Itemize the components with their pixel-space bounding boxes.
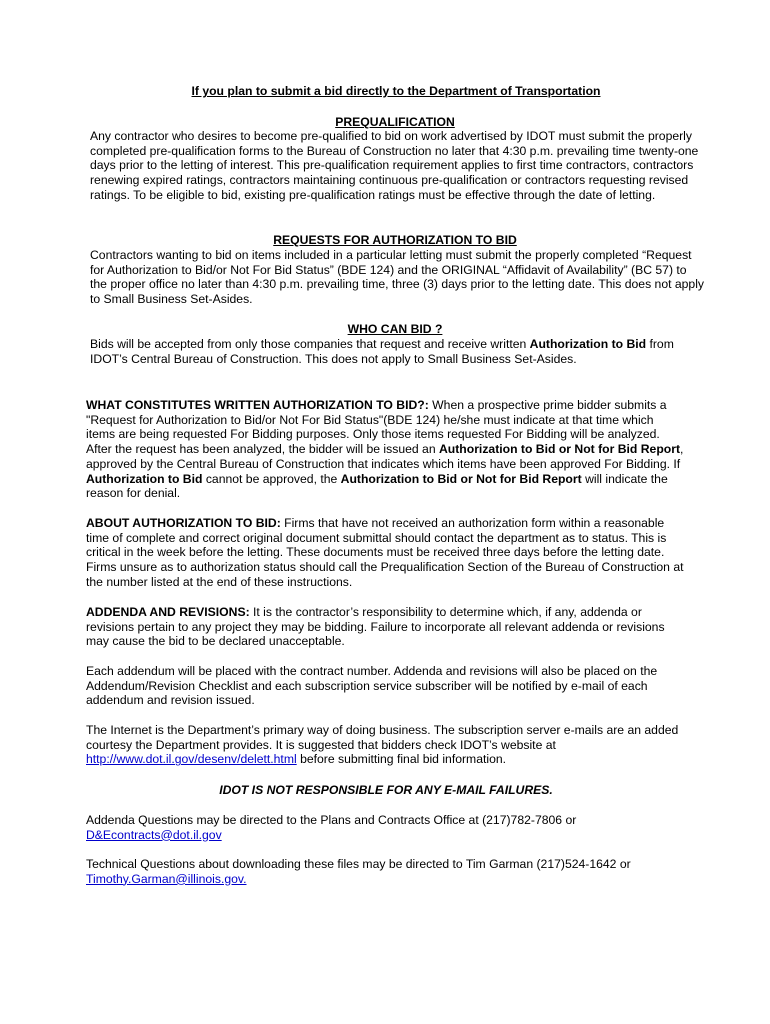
prequalification-heading: PREQUALIFICATION — [335, 115, 455, 129]
written-authorization-paragraph: WHAT CONSTITUTES WRITTEN AUTHORIZATION TO BID?: When a prospective prime bidder submits a "Request for Authorization to Bid/or Not For Bid Status"(BDE 124) he/she must indicate at that time which items are being requested For Bidding purposes. Only those items requested For Bidding will be analyzed. After the request has been analyzed, the bidder will be issued an Authorization to Bid or Not for Bid Report, approved by the Central Bureau of Construction that indicates which items have been approved For Bidding. If Authorization to Bid cannot be approved, the Authorization to Bid or Not for Bid Report will indicate the reason for denial. — [86, 398, 684, 501]
internet-paragraph: The Internet is the Department’s primary way of doing business. The subscription server e-mails are an added courtesy the Department provides. It is suggested that bidders check IDOT’s website at http://www.dot.il.gov/desenv/delett.html before submitting final bid information. — [86, 723, 679, 767]
about-authorization-label: ABOUT AUTHORIZATION TO BID: — [86, 516, 281, 530]
technical-questions-paragraph: Technical Questions about downloading these files may be directed to Tim Garman (217)524-1642 or Timothy.Garman@illinois.gov. — [86, 857, 631, 886]
plans-contracts-email-link[interactable]: D&Econtracts@dot.il.gov — [86, 827, 222, 842]
tim-garman-email-link[interactable]: Timothy.Garman@illinois.gov. — [86, 871, 247, 886]
addenda-revisions-label: ADDENDA AND REVISIONS: — [86, 605, 250, 619]
who-can-bid-body: Bids will be accepted from only those companies that request and receive written Authorization to Bid from IDOT’s Central Bureau of Construction. This does not apply to Small Business Set-Asides. — [90, 337, 674, 366]
email-failure-notice: IDOT IS NOT RESPONSIBLE FOR ANY E-MAIL FAILURES. — [219, 783, 553, 797]
who-can-bid-heading: WHO CAN BID ? — [347, 322, 443, 336]
written-authorization-label: WHAT CONSTITUTES WRITTEN AUTHORIZATION TO BID?: — [86, 398, 429, 412]
document-title: If you plan to submit a bid directly to the Department of Transportation — [191, 84, 601, 98]
addenda-revisions-paragraph: ADDENDA AND REVISIONS: It is the contractor’s responsibility to determine which, if any, addenda or revisions pertain to any project they may be bidding. Failure to incorporate all relevant addenda or revisions may cause the bid to be declared unacceptable. — [86, 605, 665, 649]
addendum-placement-paragraph: Each addendum will be placed with the contract number. Addenda and revisions will also be placed on the Addendum/Revision Checklist and each subscription service subscriber will be notified by e-mail of each addendum and revision issued. — [86, 664, 658, 708]
requests-body: Contractors wanting to bid on items included in a particular letting must submit the properly completed “Request for Authorization to Bid/or Not For Bid Status” (BDE 124) and the ORIGINAL “Affidavit of Availability” (BC 57) to the proper office no later than 4:30 p.m. prevailing time, three (3) days prior to the letting date. This does not apply to Small Business Set-Asides. — [90, 248, 705, 307]
requests-heading: REQUESTS FOR AUTHORIZATION TO BID — [273, 233, 517, 247]
about-authorization-paragraph: ABOUT AUTHORIZATION TO BID: Firms that have not received an authorization form within a reasonable time of complete and correct original document submittal should contact the department as to status. This is critical in the week before the letting. These documents must be received three days before the letting date. Firms unsure as to authorization status should call the Prequalification Section of the Bureau of Construction at the number listed at the end of these instructions. — [86, 516, 684, 589]
addenda-questions-paragraph: Addenda Questions may be directed to the Plans and Contracts Office at (217)782-7806 or D&Econtracts@dot.il.gov — [86, 813, 577, 842]
idot-letting-link[interactable]: http://www.dot.il.gov/desenv/delett.html — [86, 752, 297, 767]
prequalification-body: Any contractor who desires to become pre-qualified to bid on work advertised by IDOT must submit the properly completed pre-qualification forms to the Bureau of Construction no later that 4:30 p.m. prevailing time twenty-one days prior to the letting of interest. This pre-qualification requirement applies to first time contractors, contractors renewing expired ratings, contractors maintaining continuous pre-qualification or contractors requesting revised ratings. To be eligible to bid, existing pre-qualification ratings must be effective through the date of letting. — [90, 129, 699, 202]
